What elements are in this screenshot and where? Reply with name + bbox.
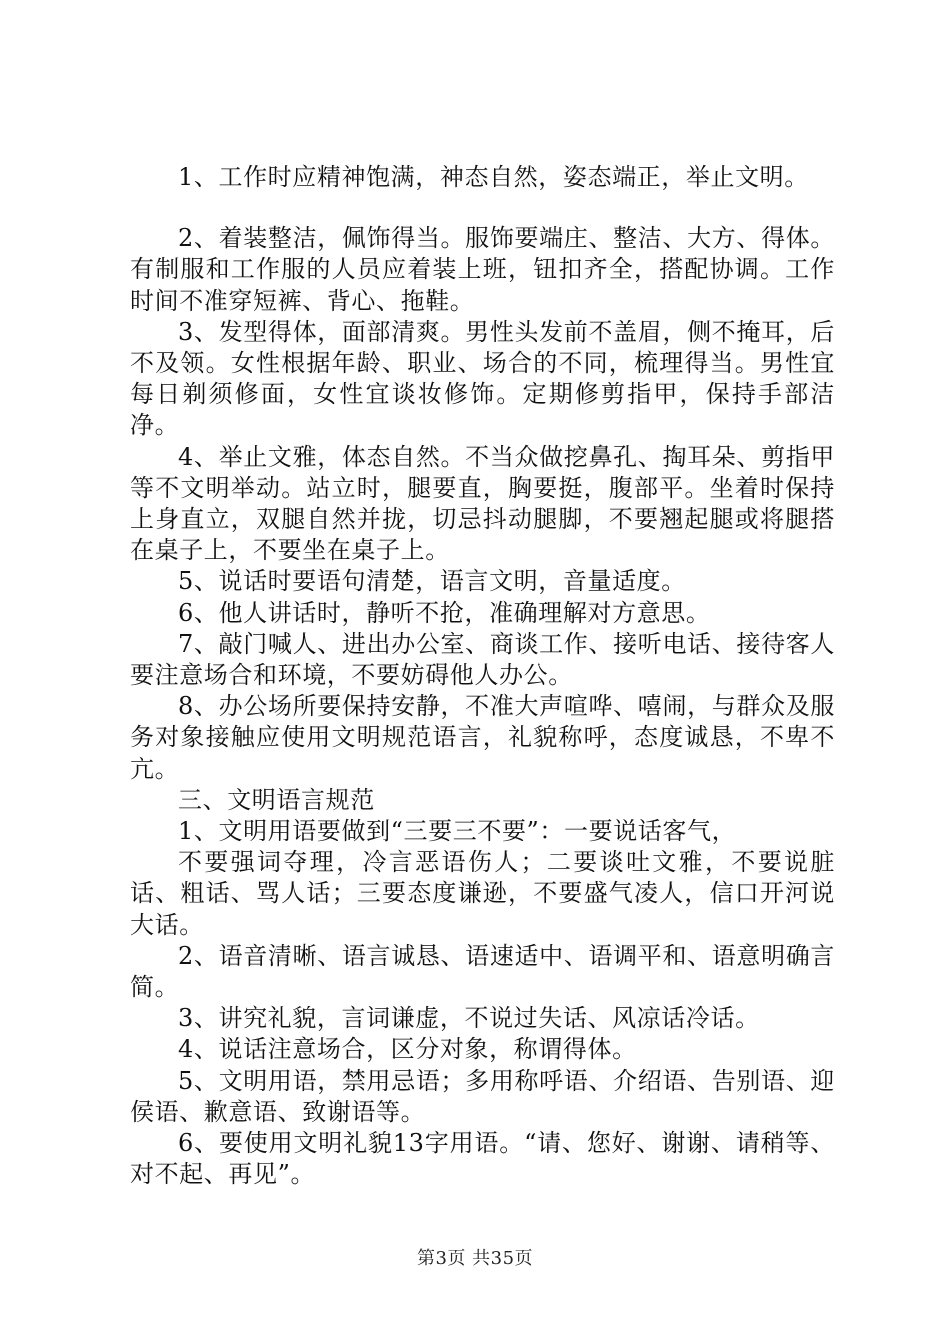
- paragraph-12: 3、讲究礼貌，言词谦虚，不说过失话、风凉话冷话。: [178, 1004, 760, 1033]
- paragraph-11: 2、语音清晰、语言诚恳、语速适中、语调平和、语意明确言简。: [130, 941, 835, 1002]
- paragraph-7: 7、敲门喊人、进出办公室、商谈工作、接听电话、接待客人要注意场合和环境，不要妨碍他人办公。: [130, 629, 835, 690]
- paragraph-10: 不要强词夺理，冷言恶语伤人；二要谈吐文雅，不要说脏话、粗话、骂人话；三要态度谦逊，不要盛气凌人，信口开河说大话。: [130, 848, 835, 939]
- page-number-footer: 第3页 共35页: [416, 1248, 534, 1269]
- paragraph-8: 8、办公场所要保持安静，不准大声喧哗、嘻闹，与群众及服务对象接触应使用文明规范语言，礼貌称呼，态度诚恳，不卑不亢。: [130, 692, 835, 783]
- paragraph-4: 4、举止文雅，体态自然。不当众做挖鼻孔、掏耳朵、剪指甲等不文明举动。站立时，腿要直，胸要挺，腹部平。坐着时保持上身直立，双腿自然并拢，切忌抖动腿脚，不要翘起腿或将腿搭在桌子上，不要坐在桌子上。: [130, 442, 835, 565]
- section-heading: 三、文明语言规范: [178, 785, 375, 814]
- paragraph-2: 2、着装整洁，佩饰得当。服饰要端庄、整洁、大方、得体。有制服和工作服的人员应着装上班，钮扣齐全，搭配协调。工作时间不准穿短裤、背心、拖鞋。: [130, 224, 835, 315]
- paragraph-9: 1、文明用语要做到“三要三不要”：一要说话客气，: [178, 817, 737, 846]
- paragraph-5: 5、说话时要语句清楚，语言文明，音量适度。: [178, 567, 686, 596]
- paragraph-6: 6、他人讲话时，静听不抢，准确理解对方意思。: [178, 598, 711, 627]
- paragraph-14: 5、文明用语，禁用忌语；多用称呼语、介绍语、告别语、迎侯语、歉意语、致谢语等。: [130, 1066, 835, 1126]
- paragraph-13: 4、说话注意场合，区分对象，称谓得体。: [178, 1035, 637, 1064]
- document-body: [130, 150, 835, 1191]
- paragraph-1: 1、工作时应精神饱满，神态自然，姿态端正，举止文明。: [178, 163, 809, 191]
- paragraph-3: 3、发型得体，面部清爽。男性头发前不盖眉，侧不掩耳，后不及领。女性根据年龄、职业、场合的不同，梳理得当。男性宜每日剃须修面，女性宜谈妆修饰。定期修剪指甲，保持手部洁净。: [130, 317, 835, 440]
- paragraph-15: 6、要使用文明礼貌13字用语。“请、您好、谢谢、请稍等、对不起、再见”。: [130, 1129, 835, 1189]
